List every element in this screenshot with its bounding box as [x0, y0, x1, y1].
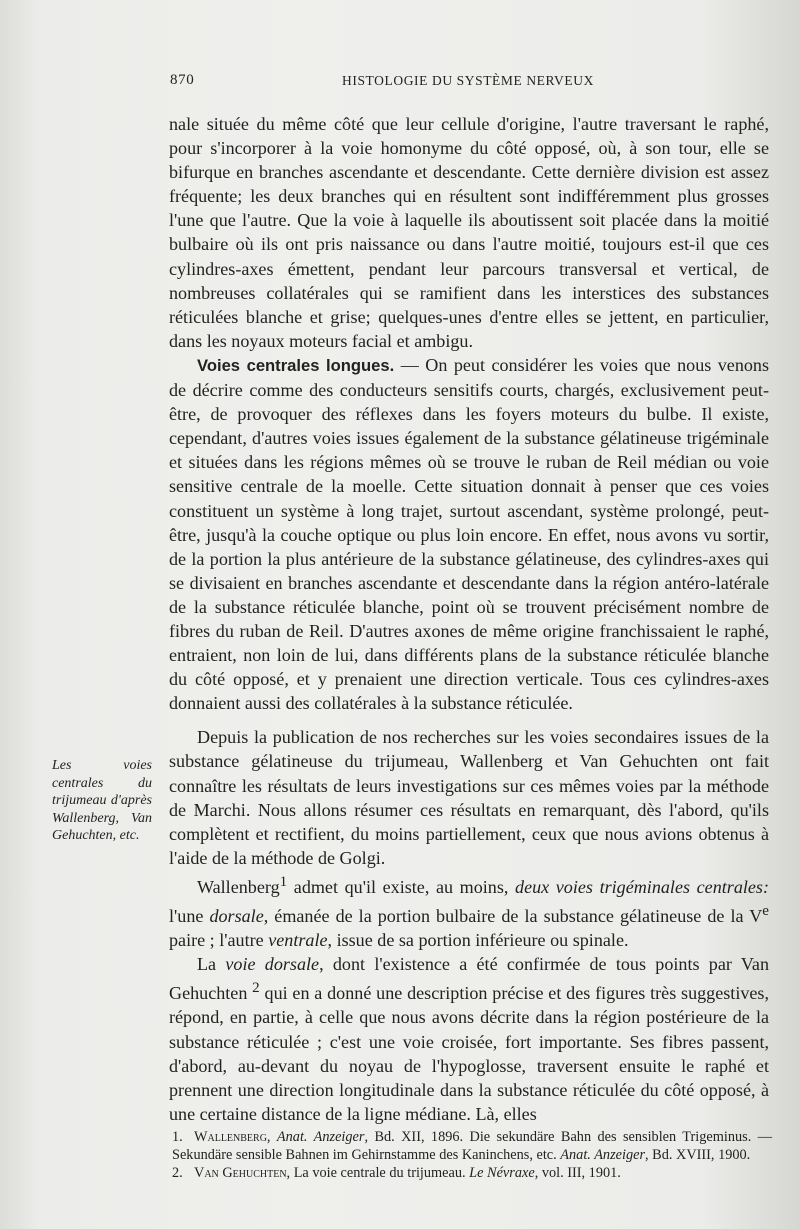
- footnote-2: 2. Van Gehuchten, La voie centrale du trijumeau. Le Névraxe, vol. III, 1901.: [172, 1165, 621, 1182]
- running-header: [170, 72, 770, 94]
- running-title: HISTOLOGIE DU SYSTÈME NERVEUX: [342, 73, 594, 88]
- footnotes: [172, 1128, 772, 1183]
- paragraph-continued: nale située du même côté que leur cellule d'origine, l'autre traversant le raphé, pour s'incorporer à la voie homonyme du côté opposé, où, à son tour, elle se bifurque en branches ascendante et descendante. Cette dernière division est assez fréquente; les deux branches qui en résultent sont indifféremment plus grosses l'une que l'autre. Que la voie à laquelle ils aboutissent soit placée dans la moitié bulbaire où ils ont pris naissance ou dans l'autre moitié, toujours est-il que ces cylindres-axes émettent, pendant leur parcours transversal et vertical, de nombreuses collatérales qui se ramifient dans les interstices des substances réticulées blanche et grise; quelques-unes d'entre elles se jettent, en particulier, dans les noyaux moteurs facial et ambigu.: [169, 114, 769, 351]
- footnote-1: 1. Wallenberg, Anat. Anzeiger, Bd. XII, 1896. Die sekundäre Bahn des sensiblen Trigeminus. — Sekundäre sensible Bahnen im Gehirnstamme des Kaninchens, etc. Anat. Anzeiger, Bd. XVIII, 1900.: [172, 1129, 772, 1164]
- paragraph-depuis: Depuis la publication de nos recherches sur les voies secondaires issues de la substance gélatineuse du trijumeau, Wallenberg et Van Gehuchten ont fait connaître les résultats de leurs investigations sur ces mêmes voies par la méthode de Marchi. Nous allons résumer ces résultats en remarquant, dès l'abord, qu'ils complètent et rectifient, du moins partiellement, ceux que nous avions obtenus à l'aide de la méthode de Golgi.: [169, 727, 769, 868]
- paragraph-voie-dorsale: La voie dorsale, dont l'existence a été confirmée de tous points par Van Gehuchten $^2$ qui en a donné une description précise et des figures très suggestives, répond, en partie, à celle que nous avons décrite dans la région postérieure de la substance réticulée ; c'est une voie croisée, fort importante. Ses fibres passent, d'abord, au-devant du noyau de l'hypoglosse, traversent ensuite le raphé et prennent une direction longitudinale dans la substance réticulée du côté opposé, à une certaine distance de la ligne médiane. Là, elles: [169, 954, 770, 1124]
- section-heading: Voies centrales longues.: [197, 355, 395, 375]
- paragraph-gap: [169, 715, 769, 725]
- margin-note: Les voies centrales du trijumeau d'après Wallenberg, Van Gehuchten, etc.: [52, 758, 152, 844]
- paragraph-voies-centrales: [169, 353, 769, 715]
- paragraph-wallenberg: Wallenberg$^1$ admet qu'il existe, au moins, deux voies trigéminales centrales: l'une dorsale, émanée de la portion bulbaire de la substance gélatineuse de la Ve paire ; l'autre ventrale, issue de sa portion inférieure ou spinale.: [169, 873, 769, 951]
- main-text: [169, 112, 769, 1126]
- paragraph-text: — On peut considérer les voies que nous venons de décrire comme des conducteurs sensitifs courts, chargés, exclusivement peut-être, de provoquer des réflexes dans les foyers moteurs du bulbe. Il existe, cependant, d'autres voies issues également de la substance gélatineuse trigéminale et situées dans les régions mêmes où se trouve le ruban de Reil médian ou voie sensitive centrale de la moelle. Cette situation donnait à penser que ces voies constituent un système à long trajet, surtout ascendant, système prolongé, peut-être, jusqu'à la couche optique ou plus loin encore. En effet, nous avons vu sortir, de la portion la plus antérieure de la substance gélatineuse, des cylindres-axes qui se divisaient en branches ascendante et descendante dans la région antéro-latérale de la substance réticulée blanche, point où se trouvent précisément nombre de fibres du ruban de Reil. D'autres axones de même origine franchissaient le raphé, entraient, non loin de lui, dans différents plans de la substance réticulée blanche du côté opposé, et y prenaient une direction verticale. Tous ces cylindres-axes donnaient aussi des collatérales à la substance réticulée.: [169, 354, 770, 714]
- page-number: 870: [170, 72, 195, 88]
